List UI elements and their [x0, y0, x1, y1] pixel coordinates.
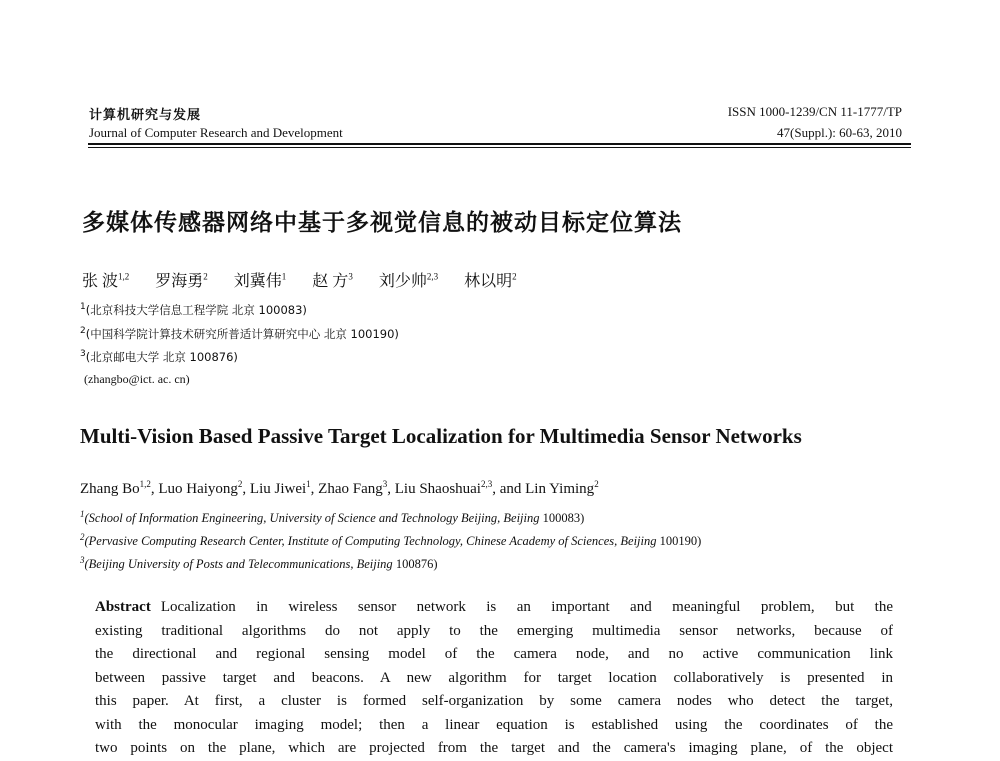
affiliation-zh-3: $^3$(北京邮电大学 北京 100876)	[80, 349, 238, 364]
author-zh: 刘少帅$^{2,3}$	[378, 271, 439, 290]
author-zh: 赵 方$^3$	[312, 271, 353, 290]
author-email: (zhangbo@ict. ac. cn)	[84, 372, 190, 386]
author-zh: 罗海勇$^2$	[155, 271, 208, 290]
authors-zh	[82, 268, 539, 291]
header-rule-thick	[88, 143, 911, 145]
author-zh: 林以明$^2$	[464, 271, 517, 290]
abstract-line: Abstract Localization in wireless sensor network is an important and meaningful problem, but the	[95, 599, 893, 615]
author-zh: 刘冀伟$^1$	[233, 271, 287, 290]
abstract	[95, 596, 893, 761]
title-zh: 多媒体传感器网络中基于多视觉信息的被动目标定位算法	[82, 210, 682, 236]
abstract-line: existing traditional algorithms do not apply to the emerging multimedia sensor networks, because of	[95, 622, 893, 639]
header-rule-thin	[88, 147, 911, 148]
abstract-line: with the monocular imaging model; then a linear equation is established using the coordinates of the	[95, 716, 893, 733]
affiliation-zh-2: $^2$(中国科学院计算技术研究所普适计算研究中心 北京 100190)	[80, 326, 399, 341]
issn: ISSN 1000-1239/CN 11-1777/TP	[727, 104, 902, 119]
author-zh: 张 波$^{1,2}$	[82, 271, 130, 290]
abstract-line: two points on the plane, which are projected from the target and the camera's imaging plane, of the object	[95, 740, 893, 756]
affiliation-en-1: $^1$(School of Information Engineering, University of Science and Technology Beijing, Beijing 100083)	[80, 508, 585, 525]
abstract-line: between passive target and beacons. A new algorithm for target location collaboratively is presented in	[95, 669, 893, 686]
affiliation-en-3: $^3$(Beijing University of Posts and Telecommunications, Beijing 100876)	[80, 554, 438, 571]
abstract-line: the directional and regional sensing model of the camera node, and no active communication link	[95, 646, 893, 662]
abstract-line: this paper. At first, a cluster is formed self-organization by some camera nodes who detect the target,	[95, 693, 893, 709]
issue-info: 47(Suppl.): 60-63, 2010	[777, 125, 902, 140]
affiliation-zh-1: $^1$(北京科技大学信息工程学院 北京 100083)	[80, 302, 307, 317]
journal-name-en: Journal of Computer Research and Development	[89, 125, 343, 140]
affiliation-en-2: $^2$(Pervasive Computing Research Center, Institute of Computing Technology, Chinese Academy of Sciences, Beijing 100190)	[80, 531, 702, 548]
journal-name-zh: 计算机研究与发展	[89, 107, 202, 122]
abstract-label: Abstract	[95, 599, 151, 615]
title-en: Multi-Vision Based Passive Target Localization for Multimedia Sensor Networks	[80, 424, 802, 448]
authors-en: Zhang Bo$^{1,2}$, Luo Haiyong$^2$, Liu Jiwei$^1$, Zhao Fang$^3$, Liu Shaoshuai$^{2,3}$, and Lin Yiming$^2$	[80, 479, 599, 497]
